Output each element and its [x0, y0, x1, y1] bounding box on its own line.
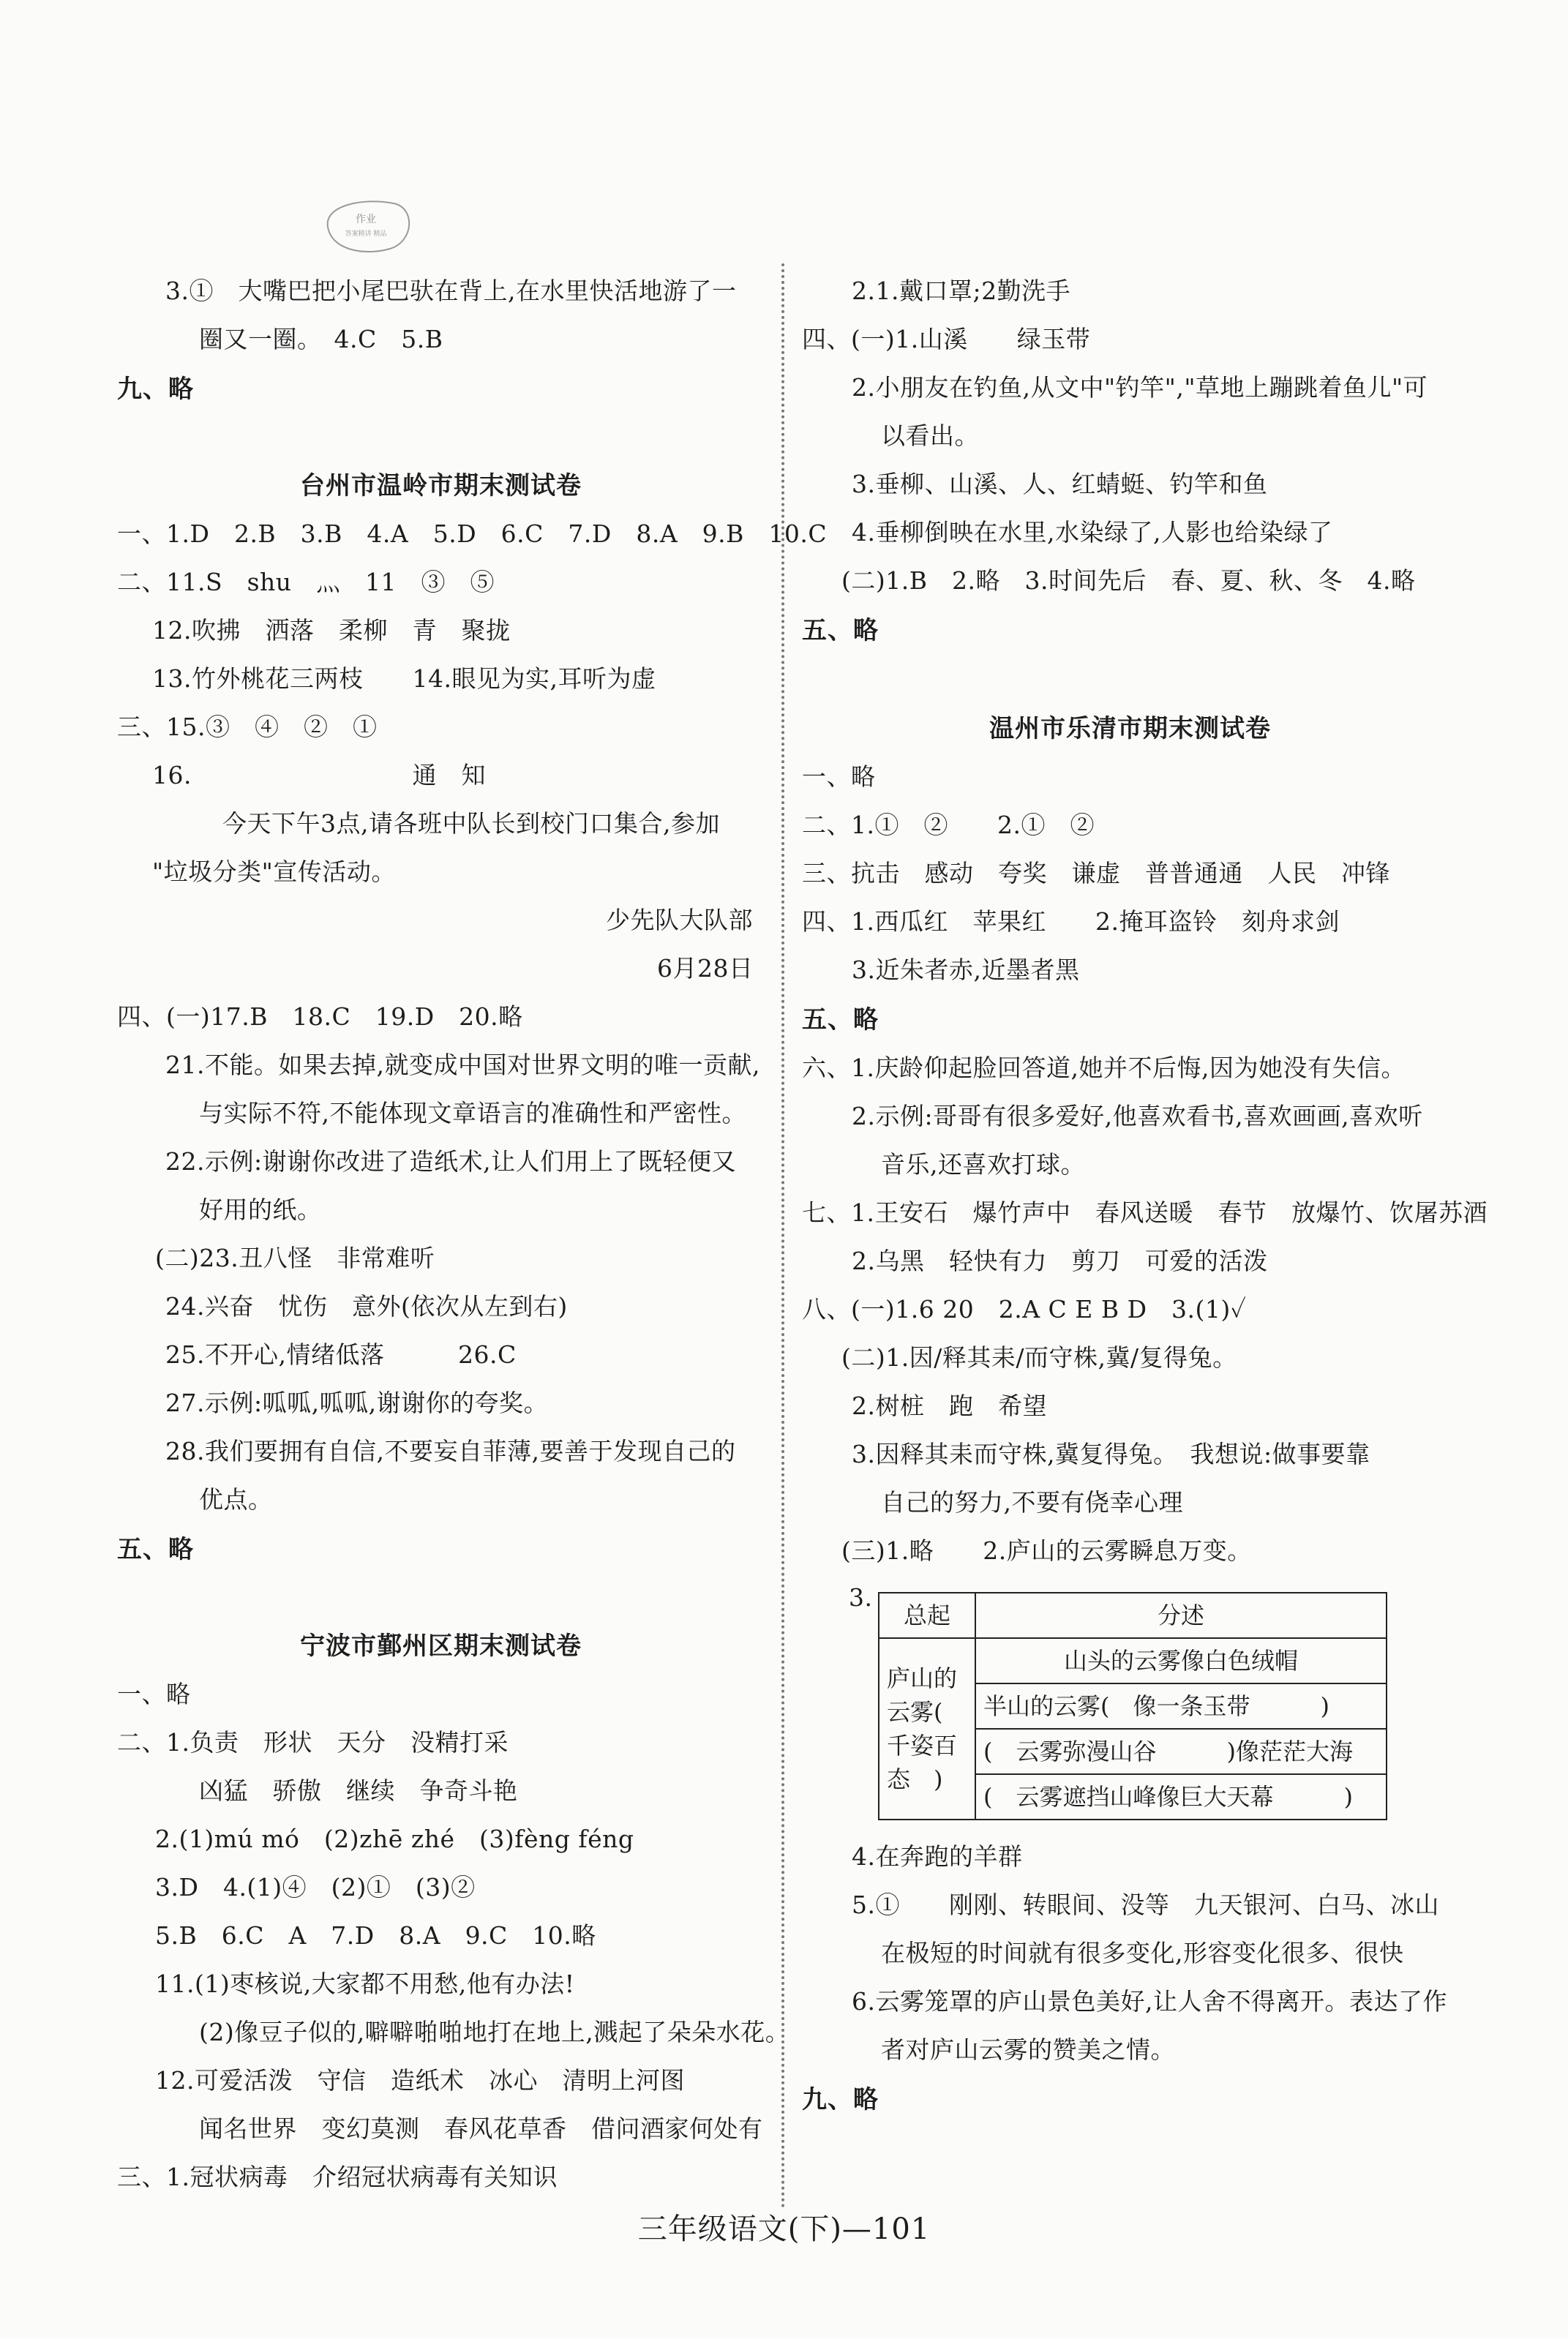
text-line: 3.① 大嘴巴把小尾巴驮在背上,在水里快活地游了一 [165, 277, 737, 305]
text-line: 3.因释其耒而守株,冀复得兔。 我想说:做事要靠 [852, 1440, 1370, 1468]
text-line: 优点。 [199, 1485, 273, 1514]
text-line: 3. [849, 1583, 873, 1612]
text-line: 3.近朱者赤,近墨者黑 [852, 956, 1080, 984]
text-line: 闻名世界 变幻莫测 春风花草香 借问酒家何处有 [199, 2114, 763, 2143]
text-line: "垃圾分类"宣传活动。 [152, 857, 396, 886]
text-line: (二)1.B 2.略 3.时间先后 春、夏、秋、冬 4.略 [841, 566, 1416, 595]
text-line: 凶猛 骄傲 继续 争奇斗艳 [199, 1776, 518, 1805]
exam-title: 台州市温岭市期末测试卷 [300, 471, 582, 500]
text-line: 3.D 4.(1)④ (2)① (3)② [155, 1873, 476, 1901]
text-line: 4.垂柳倒映在水里,水染绿了,人影也给染绿了 [852, 518, 1333, 547]
text-line: 自己的努力,不要有侥幸心理 [881, 1488, 1183, 1517]
text-line: 12.吹拂 洒落 柔柳 青 聚拢 [152, 616, 511, 645]
section-heading: 五、略 [117, 1535, 194, 1564]
table-cell: ( 云雾遮挡山峰像巨大天幕 ) [975, 1774, 1387, 1820]
text-line: 6月28日 [657, 954, 754, 983]
text-line: 2.小朋友在钓鱼,从文中"钓竿","草地上蹦跳着鱼儿"可 [852, 373, 1428, 402]
table-row-label: 庐山的云雾( 千姿百态 ) [879, 1638, 975, 1820]
exam-title: 温州市乐清市期末测试卷 [989, 714, 1271, 743]
section-heading: 九、略 [117, 375, 194, 404]
text-line: 5.B 6.C A 7.D 8.A 9.C 10.略 [155, 1921, 596, 1950]
text-line: 四、1.西瓜红 苹果红 2.掩耳盗铃 刻舟求剑 [802, 907, 1340, 936]
text-line: 三、抗击 感动 夸奖 谦虚 普普通通 人民 冲锋 [802, 859, 1390, 887]
table-header-details: 分述 [975, 1593, 1387, 1638]
text-line: 八、(一)1.6 20 2.A C E B D 3.(1)✓ [802, 1295, 1247, 1324]
text-line: 4.在奔跑的羊群 [852, 1842, 1023, 1871]
text-line: 3.垂柳、山溪、人、红蜻蜓、钓竿和鱼 [852, 470, 1268, 498]
table-cell: 山头的云雾像白色绒帽 [975, 1638, 1387, 1683]
table-cell: 半山的云雾( 像一条玉带 ) [975, 1683, 1387, 1729]
text-line: 12.可爱活泼 守信 造纸术 冰心 清明上河图 [155, 2066, 685, 2095]
text-line: (三)1.略 2.庐山的云雾瞬息万变。 [841, 1536, 1252, 1565]
text-line: 24.兴奋 忧伤 意外(依次从左到右) [165, 1292, 568, 1321]
text-line: 三、1.冠状病毒 介绍冠状病毒有关知识 [117, 2163, 558, 2191]
text-line: 音乐,还喜欢打球。 [881, 1150, 1085, 1179]
text-line: 13.竹外桃花三两枝 14.眼见为实,耳听为虚 [152, 664, 656, 693]
svg-text:答案精讲 精品: 答案精讲 精品 [345, 230, 387, 238]
stamp-watermark [320, 198, 416, 256]
table-header-summary: 总起 [879, 1593, 975, 1638]
text-line: 16. 通 知 [152, 761, 486, 789]
text-line: 22.示例:谢谢你改进了造纸术,让人们用上了既轻便又 [165, 1147, 737, 1176]
section-heading: 九、略 [802, 2085, 879, 2114]
text-line: 四、(一)17.B 18.C 19.D 20.略 [117, 1002, 523, 1031]
text-line: 少先队大队部 [606, 906, 753, 934]
text-line: 2.1.戴口罩;2勤洗手 [852, 277, 1071, 305]
text-line: 一、1.D 2.B 3.B 4.A 5.D 6.C 7.D 8.A 9.B 10.C [117, 519, 828, 548]
text-line: 28.我们要拥有自信,不要妄自菲薄,要善于发现自己的 [165, 1437, 736, 1465]
text-line: 一、略 [117, 1680, 191, 1708]
text-line: 11.(1)枣核说,大家都不用愁,他有办法! [155, 1970, 575, 1998]
text-line: 25.不开心,情绪低落 26.C [165, 1340, 517, 1369]
text-line: (二)1.因/释其耒/而守株,冀/复得兔。 [841, 1343, 1237, 1372]
text-line: 一、略 [802, 762, 876, 791]
text-line: 二、11.S shu 灬 11 ③ ⑤ [117, 568, 495, 596]
text-line: 六、1.庆龄仰起脸回答道,她并不后悔,因为她没有失信。 [802, 1054, 1406, 1082]
text-line: 6.云雾笼罩的庐山景色美好,让人舍不得离开。表达了作 [852, 1987, 1447, 2016]
text-line: 二、1.负责 形状 天分 没精打采 [117, 1728, 509, 1757]
cloud-structure-table [878, 1592, 1387, 1820]
svg-text:作业: 作业 [356, 214, 376, 225]
section-heading: 五、略 [802, 616, 879, 645]
text-line: 今天下午3点,请各班中队长到校门口集合,参加 [222, 809, 720, 838]
text-line: 2.树桩 跑 希望 [852, 1392, 1047, 1420]
section-heading: 五、略 [802, 1005, 879, 1035]
page-footer: 三年级语文(下)—101 [637, 2212, 931, 2246]
text-line: 二、1.① ② 2.① ② [802, 811, 1095, 839]
text-line: 27.示例:呱呱,呱呱,谢谢你的夸奖。 [165, 1389, 549, 1417]
text-line: 与实际不符,不能体现文章语言的准确性和严密性。 [199, 1099, 746, 1127]
text-line: (二)23.丑八怪 非常难听 [155, 1244, 435, 1272]
text-line: 以看出。 [881, 421, 979, 450]
text-line: 2.示例:哥哥有很多爱好,他喜欢看书,喜欢画画,喜欢听 [852, 1102, 1423, 1130]
column-divider [781, 263, 784, 2210]
exam-title: 宁波市鄞州区期末测试卷 [300, 1632, 582, 1661]
text-line: 2.(1)mú mó (2)zhē zhé (3)fèng féng [155, 1825, 634, 1853]
text-line: 四、(一)1.山溪 绿玉带 [802, 325, 1091, 353]
text-line: 在极短的时间就有很多变化,形容变化很多、很快 [881, 1939, 1404, 1967]
text-line: 好用的纸。 [199, 1195, 322, 1224]
text-line: 圈又一圈。 4.C 5.B [199, 325, 443, 353]
text-line: 者对庐山云雾的赞美之情。 [881, 2035, 1175, 2064]
text-line: 2.乌黑 轻快有力 剪刀 可爱的活泼 [852, 1247, 1268, 1275]
table-cell: ( 云雾弥漫山谷 )像茫茫大海 [975, 1729, 1387, 1774]
text-line: 三、15.③ ④ ② ① [117, 713, 378, 741]
text-line: 21.不能。如果去掉,就变成中国对世界文明的唯一贡献, [165, 1051, 760, 1079]
text-line: (2)像豆子似的,噼噼啪啪地打在地上,溅起了朵朵水花。 [199, 2018, 790, 2046]
text-line: 七、1.王安石 爆竹声中 春风送暖 春节 放爆竹、饮屠苏酒 [802, 1198, 1488, 1227]
text-line: 5.① 刚刚、转眼间、没等 九天银河、白马、冰山 [852, 1891, 1439, 1919]
